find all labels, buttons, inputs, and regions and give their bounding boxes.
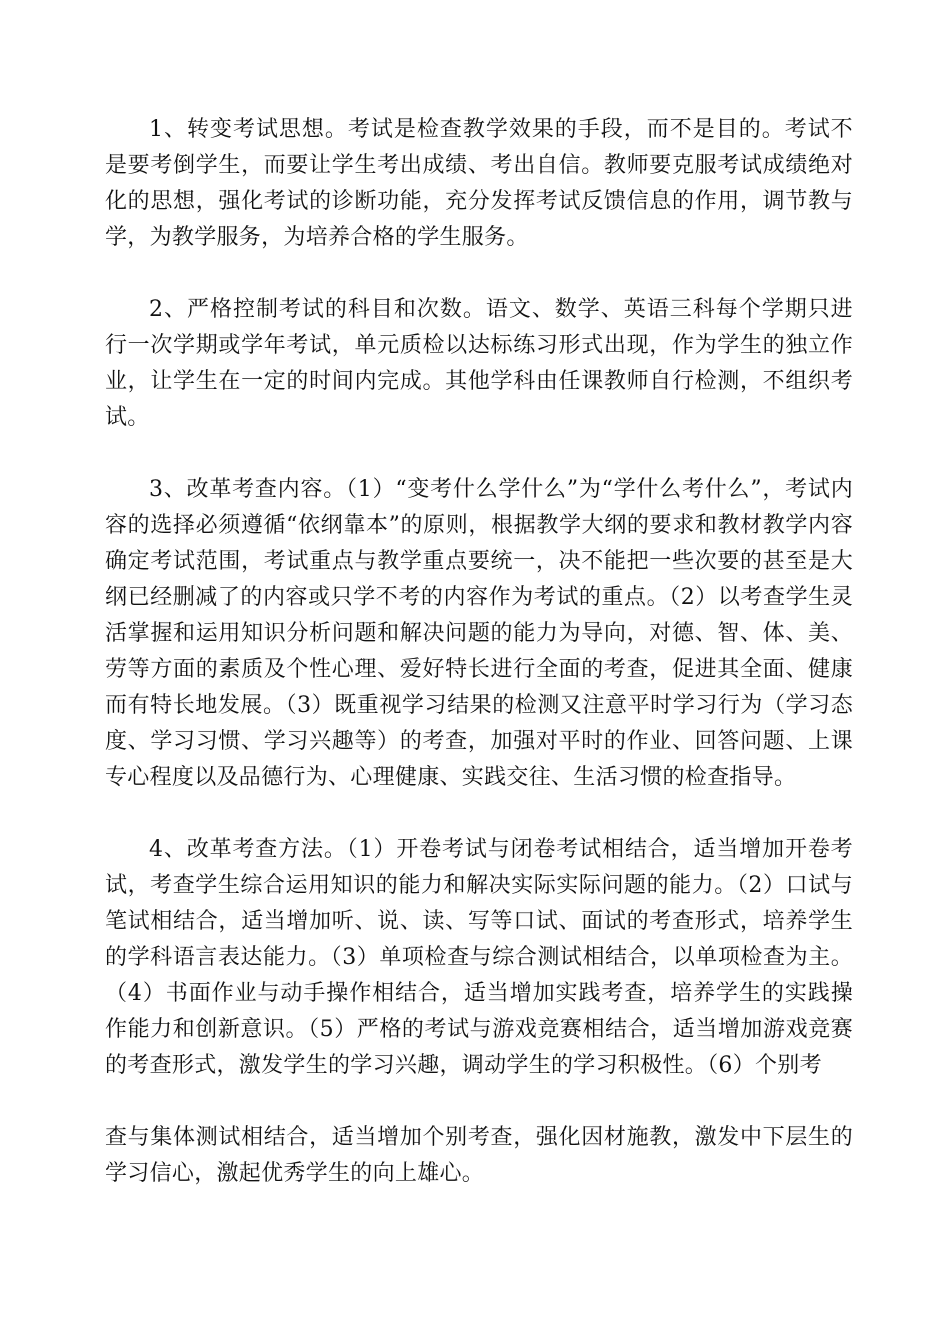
- paragraph-4: 4、改革考查方法。（1）开卷考试与闭卷考试相结合，适当增加开卷考试，考查学生综合运用知识的能力和解决实际实际问题的能力。（2）口试与笔试相结合，适当增加听、说、读、写等口试、面试的考查形式，培养学生的学科语言表达能力。（3）单项检查与综合测试相结合，以单项检查为主。（4）书面作业与动手操作相结合，适当增加实践考查，培养学生的实践操作能力和创新意识。（5）严格的考试与游戏竞赛相结合，适当增加游戏竞赛的考查形式，激发学生的学习兴趣，调动学生的学习积极性。（6）个别考: [105, 837, 853, 1078]
- paragraph-3: 3、改革考查内容。（1）“变考什么学什么”为“学什么考什么”，考试内容的选择必须遵循“依纲靠本”的原则，根据教学大纲的要求和教材教学内容确定考试范围，考试重点与教学重点要统一，决不能把一些次要的甚至是大纲已经删减了的内容或只学不考的内容作为考试的重点。（2）以考查学生灵活掌握和运用知识分析问题和解决问题的能力为导向，对德、智、体、美、劳等方面的素质及个性心理、爱好特长进行全面的考查，促进其全面、健康而有特长地发展。（3）既重视学习结果的检测又注意平时学习行为（学习态度、学习习惯、学习兴趣等）的考查，加强对平时的作业、回答问题、上课专心程度以及品德行为、心理健康、实践交往、生活习惯的检查指导。: [105, 477, 853, 790]
- paragraph-1: 1、转变考试思想。考试是检查教学效果的手段，而不是目的。考试不是要考倒学生，而要让学生考出成绩、考出自信。教师要克服考试成绩绝对化的思想，强化考试的诊断功能，充分发挥考试反馈信息的作用，调节教与学，为教学服务，为培养合格的学生服务。: [105, 117, 853, 250]
- paragraph-5: 查与集体测试相结合，适当增加个别考查，强化因材施教，激发中下层生的学习信心，激起优秀学生的向上雄心。: [105, 1125, 853, 1186]
- document-page: [105, 112, 853, 1192]
- paragraph-2: 2、严格控制考试的科目和次数。语文、数学、英语三科每个学期只进行一次学期或学年考试，单元质检以达标练习形式出现，作为学生的独立作业，让学生在一定的时间内完成。其他学科由任课教师自行检测，不组织考试。: [105, 297, 853, 430]
